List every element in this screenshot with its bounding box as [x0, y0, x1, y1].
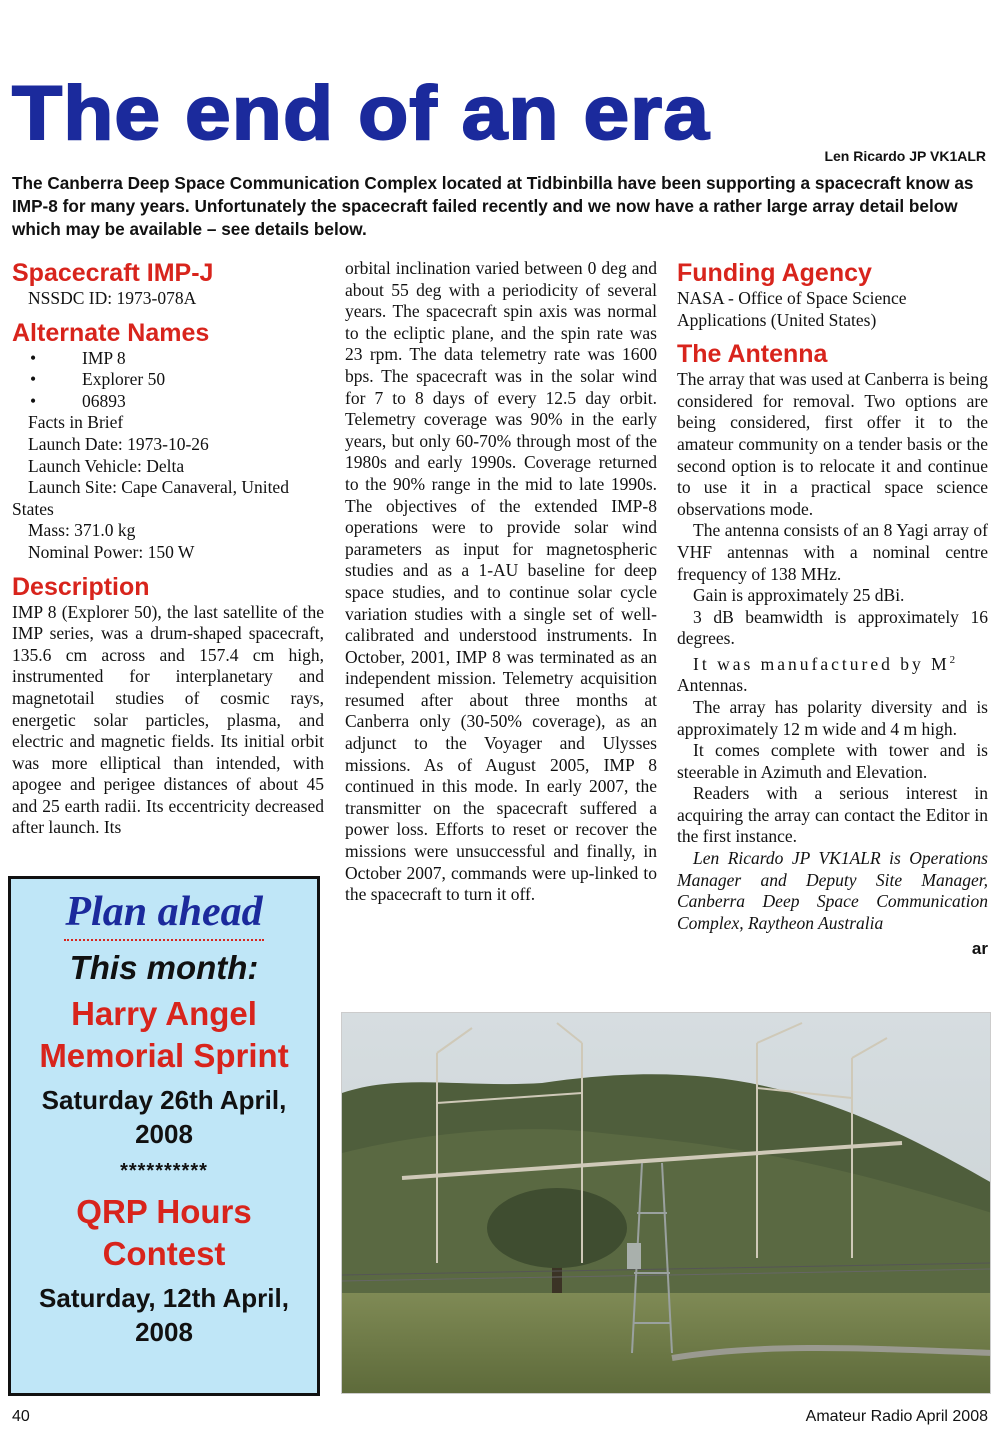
antenna-p4: 3 dB beamwidth is approximately 16 degrees.: [677, 606, 988, 649]
launch-site-cont: States: [12, 498, 54, 519]
event-1-date: Saturday 26th April, 2008: [41, 1085, 287, 1149]
list-item: • 06893: [30, 390, 126, 411]
author-byline: Len Ricardo JP VK1ALR: [824, 148, 986, 164]
author-bio: Len Ricardo JP VK1ALR is Operations Manager and Deputy Site Manager, Canberra Deep Space Communication Complex, Raytheon Australia: [677, 848, 988, 933]
funding-text: NASA - Office of Space Science Applications (United States): [677, 288, 907, 330]
antenna-p2: The antenna consists of an 8 Yagi array of VHF antennas with a nominal centre frequency of 138 MHz.: [677, 520, 988, 584]
nominal-power: Nominal Power: 150 W: [28, 541, 195, 562]
separator-stars: **********: [120, 1160, 208, 1182]
column-2: [345, 258, 657, 906]
list-item: • IMP 8: [30, 347, 126, 368]
funding-heading: Funding Agency: [677, 259, 872, 287]
launch-vehicle: Launch Vehicle: Delta: [28, 455, 185, 476]
antenna-photo-svg: [342, 1013, 991, 1394]
description-text-cont: orbital inclination varied between 0 deg and about 55 deg with a periodicity of several years. The spacecraft spin axis was normal to the ecliptic plane, and the spin rate was 23 rpm. The data telemetry rate was 1600 bps. The spacecraft was in the solar wind for 7 to 8 days of every 12.5 day orbit. Telemetry coverage was 90% in the early years, but only 60-70% through most of the 1980s and early 1990s. Coverage returned to the 90% range in the mid to late 1990s. The objectives of the extended IMP-8 operations were to provide solar wind parameters as input for magnetospheric studies and as a 1-AU baseline for deep space studies, and to continue solar cycle variation studies with a single set of well-calibrated and understood instruments. In October, 2001, IMP 8 was terminated as an independent mission. Telemetry acquisition resumed after about three months at Canberra only (30-50% coverage), as an adjunct to the Voyager and Ulysses missions. As of August 2005, IMP 8 continued in this mode. In early 2007, the transmitter on the spacecraft suffered a power loss. Efforts to reset or recover the missions were unsuccessful and finally, in October 2007, commands were up-linked to the spacecraft to turn it off.: [345, 258, 657, 905]
event-2-date: Saturday, 12th April, 2008: [39, 1283, 289, 1347]
launch-date: Launch Date: 1973-10-26: [28, 433, 209, 454]
divider: [64, 939, 264, 941]
column-1: [12, 258, 324, 839]
intro-paragraph: The Canberra Deep Space Communication Complex located at Tidbinbilla have been supporting a spacecraft know as IMP-8 for many years. Unfortunately the spacecraft failed recently and we now have a rather large array detail below which may be available – see details below.: [12, 173, 974, 239]
facts-heading: Facts in Brief: [28, 412, 124, 433]
antenna-p5: It was manufactured by $M^2$: [693, 653, 956, 674]
event-2-name: QRP Hours: [76, 1193, 252, 1230]
launch-site: Launch Site: Cape Canaveral, United: [28, 477, 289, 498]
plan-ahead-heading: Plan ahead: [65, 889, 263, 935]
nssdc-id: NSSDC ID: 1973-078A: [28, 288, 197, 308]
plan-ahead-box: [8, 876, 320, 1396]
event-2-name-cont: Contest: [102, 1235, 226, 1272]
list-item: • Explorer 50: [30, 369, 166, 390]
magazine-issue: Amateur Radio April 2008: [805, 1408, 988, 1425]
antenna-p3: Gain is approximately 25 dBi.: [693, 585, 905, 606]
spacecraft-heading: Spacecraft IMP-J: [12, 259, 214, 287]
this-month-label: This month:: [69, 949, 259, 986]
antenna-array-photo: [341, 1012, 991, 1394]
column-3: [677, 258, 988, 960]
description-heading: Description: [12, 572, 150, 601]
article-title: The end of an era: [12, 71, 710, 156]
antenna-heading: The Antenna: [677, 340, 828, 369]
end-mark: ar: [971, 939, 988, 959]
antenna-p8: Readers with a serious interest in acquiring the array can contact the Editor in the first instance.: [677, 783, 988, 847]
page-footer: [12, 1408, 988, 1426]
mass: Mass: 371.0 kg: [28, 520, 136, 541]
antenna-p5-cont: Antennas.: [677, 675, 748, 696]
event-1-name-cont: Memorial Sprint: [39, 1037, 289, 1074]
antenna-p1: The array that was used at Canberra is being considered for removal. Two options are being considered, first offer it to the amateur community on a tender basis or the second option is to relocate it and continue to use it in a practical space science observations mode.: [677, 369, 988, 519]
antenna-p7: It comes complete with tower and is steerable in Azimuth and Elevation.: [677, 740, 988, 782]
alternate-names-heading: Alternate Names: [12, 318, 210, 347]
page-number: 40: [12, 1408, 30, 1425]
description-text: IMP 8 (Explorer 50), the last satellite of the IMP series, was a drum-shaped spacecraft, 135.6 cm across and 157.4 cm high, instrumented for interplanetary and magnetotail studies of cosmic rays, energetic solar particles, plasma, and electric and magnetic fields. Its initial orbit was more elliptical than intended, with apogee and perigee distances of about 45 and 25 earth radii. Its eccentricity decreased after launch. Its: [12, 601, 324, 838]
antenna-p6: The array has polarity diversity and is approximately 12 m wide and 4 m high.: [677, 696, 988, 739]
event-1-name: Harry Angel: [71, 995, 257, 1032]
